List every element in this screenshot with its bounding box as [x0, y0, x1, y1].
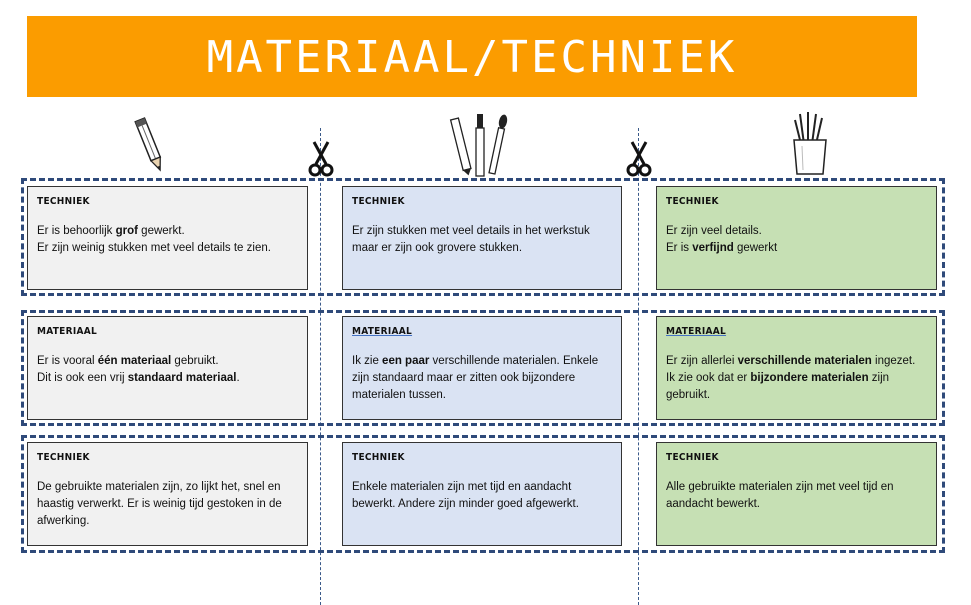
card-line: Ik zie ook dat er bijzondere materialen zijn: [666, 372, 890, 384]
card-line: Er zijn stukken met veel details in het werkstuk: [352, 225, 590, 237]
card-heading: TECHNIEK: [352, 196, 405, 207]
scissors-icon: [626, 140, 652, 178]
card-line: aandacht bewerkt.: [666, 498, 760, 510]
card-line: Er is verfijnd gewerkt: [666, 242, 778, 254]
scissors-icon: [308, 140, 334, 178]
card-line: Enkele materialen zijn met tijd en aandacht: [352, 481, 572, 493]
card-afwerking-high: [656, 442, 937, 546]
card-heading: TECHNIEK: [37, 452, 90, 463]
title-banner: [27, 16, 917, 97]
card-line: Er zijn veel details.: [666, 225, 762, 237]
card-afwerking-mid: [342, 442, 622, 546]
card-techniek-low: [27, 186, 308, 290]
card-heading: MATERIAAL: [352, 326, 413, 337]
card-line: De gebruikte materialen zijn, zo lijkt het, snel en: [37, 481, 281, 493]
card-line: Er is behoorlijk grof gewerkt.: [37, 225, 185, 237]
page-title: MATERIAAL/TECHNIEK: [206, 32, 738, 83]
card-materiaal-low: [27, 316, 308, 420]
card-materiaal-mid: [342, 316, 622, 420]
card-line: afwerking.: [37, 515, 90, 527]
card-line: Er is vooral één materiaal gebruikt.: [37, 355, 219, 367]
card-afwerking-low: [27, 442, 308, 546]
card-line: haastig verwerkt. Er is weinig tijd gestoken in de: [37, 498, 282, 510]
card-line: Ik zie een paar verschillende materialen. Enkele: [352, 355, 599, 367]
pencil-icon: [132, 114, 168, 176]
card-line: materialen tussen.: [352, 389, 446, 401]
card-heading: MATERIAAL: [37, 326, 98, 337]
card-line: maar er zijn ook grovere stukken.: [352, 242, 523, 254]
card-line: gebruikt.: [666, 389, 711, 401]
card-line: Dit is ook een vrij standaard materiaal.: [37, 372, 240, 384]
card-heading: TECHNIEK: [352, 452, 405, 463]
card-line: Er zijn allerlei verschillende materialen ingezet.: [666, 355, 916, 367]
card-line: zijn standaard maar er zitten ook bijzondere: [352, 372, 576, 384]
card-techniek-high: [656, 186, 937, 290]
card-line: Er zijn weinig stukken met veel details te zien.: [37, 242, 271, 254]
card-line: bewerkt. Andere zijn minder goed afgewerkt.: [352, 498, 579, 510]
card-heading: TECHNIEK: [37, 196, 90, 207]
card-line: Alle gebruikte materialen zijn met veel tijd en: [666, 481, 894, 493]
pencil-cup-icon: [788, 110, 832, 178]
card-materiaal-high: [656, 316, 937, 420]
card-heading: TECHNIEK: [666, 452, 719, 463]
brushes-icon: [448, 112, 512, 178]
card-heading: MATERIAAL: [666, 326, 727, 337]
card-heading: TECHNIEK: [666, 196, 719, 207]
card-techniek-mid: [342, 186, 622, 290]
